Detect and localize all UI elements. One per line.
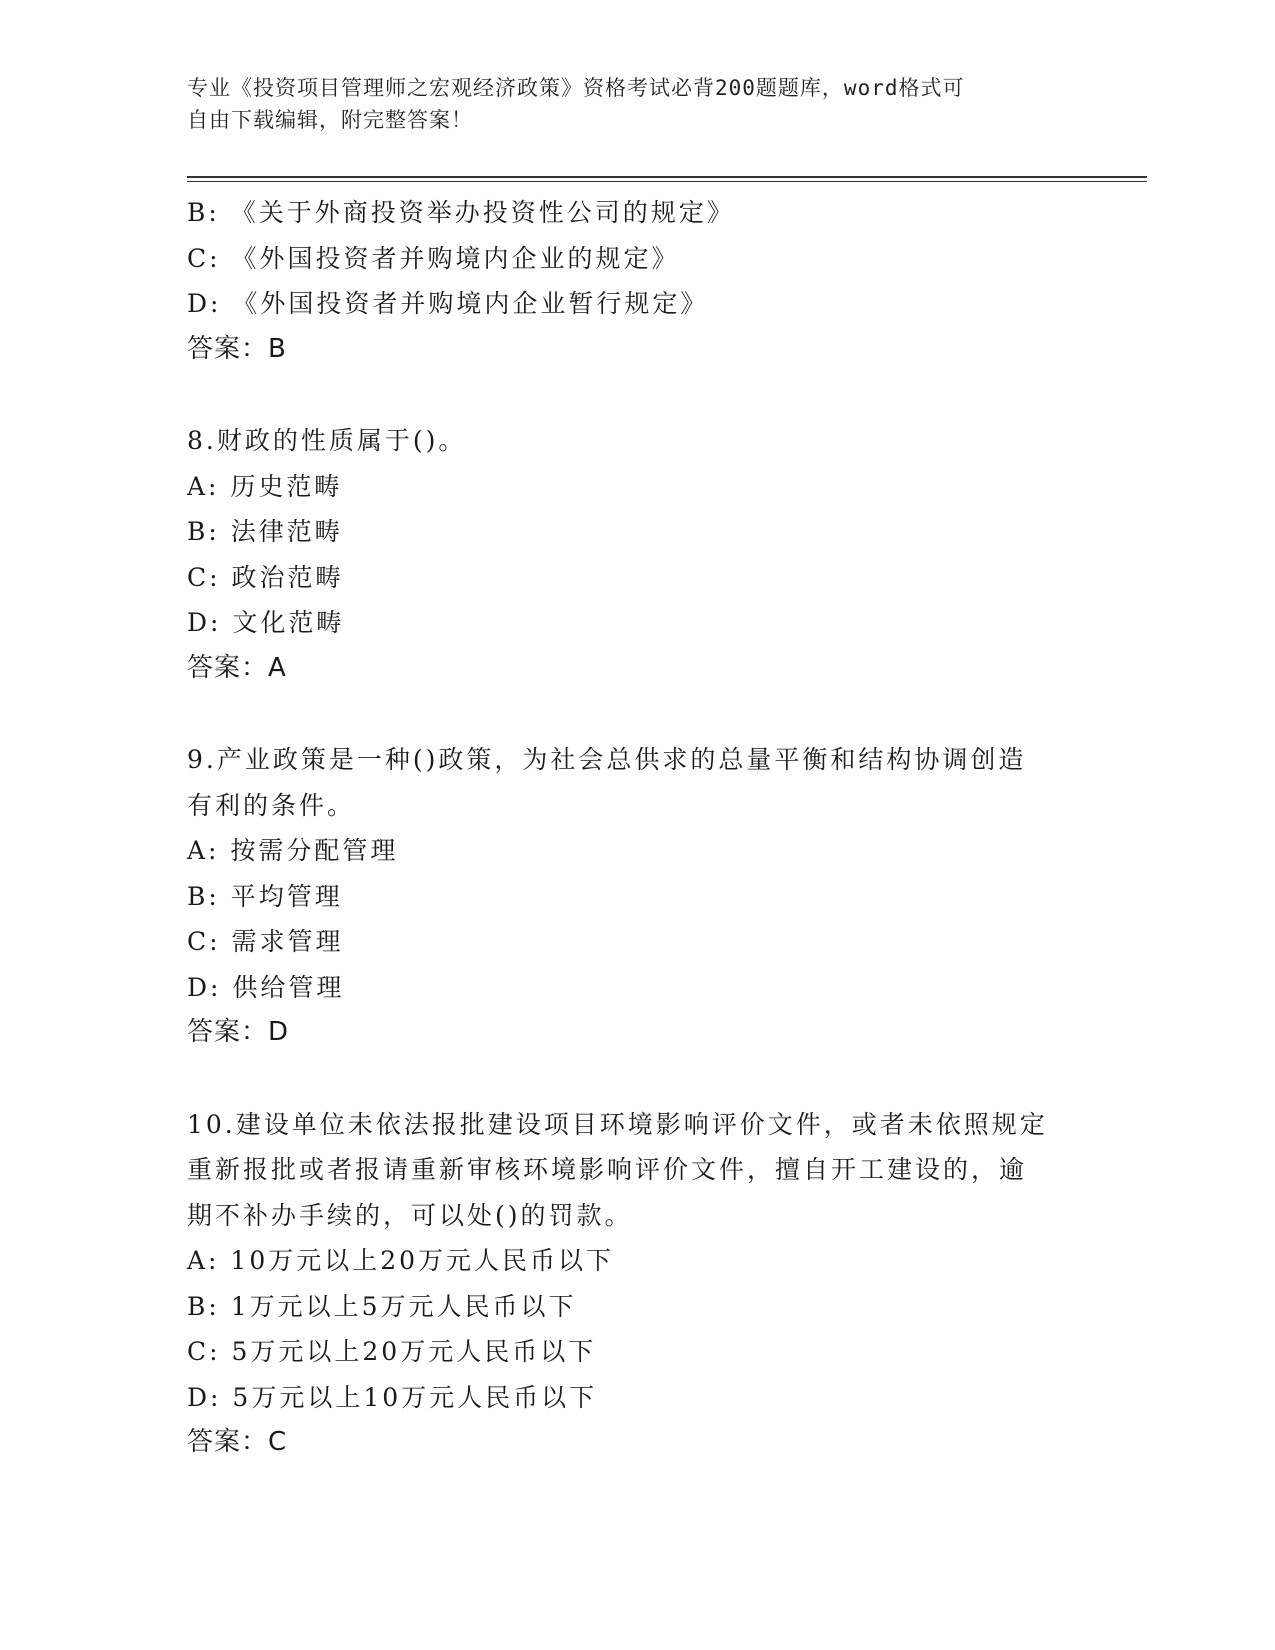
answer: 答案：B [187, 333, 287, 364]
option-b: B: 1万元以上5万元人民币以下 [187, 1291, 577, 1321]
header-divider [187, 176, 1147, 182]
answer: 答案：D [187, 1017, 290, 1047]
header-title-line-2: 自由下载编辑，附完整答案！ [187, 108, 473, 132]
document-header [187, 72, 1067, 136]
question-stem-line-1: 9.产业政策是一种()政策，为社会总供求的总量平衡和结构协调创造 [187, 745, 1027, 774]
option-b: B: 法律范畴 [187, 517, 343, 546]
option-d: D: 5万元以上10万元人民币以下 [187, 1382, 598, 1412]
option-d: D: 文化范畴 [187, 608, 345, 637]
option-c: C: 需求管理 [187, 927, 344, 956]
question-8 [187, 418, 1067, 691]
question-9 [187, 737, 1067, 1056]
option-a: A: 10万元以上20万元人民币以下 [187, 1246, 615, 1275]
question-stem-line-2: 重新报批或者报请重新审核环境影响评价文件，擅自开工建设的，逾 [187, 1155, 1028, 1184]
question-stem-line-3: 期不补办手续的，可以处()的罚款。 [187, 1200, 633, 1230]
option-a: A: 历史范畴 [187, 471, 343, 501]
option-b: B: 《关于外商投资举办投资性公司的规定》 [187, 198, 735, 227]
answer: 答案：C [187, 1427, 288, 1457]
document-page [187, 0, 1147, 1650]
option-d: D: 《外国投资者并购境内企业暂行规定》 [187, 289, 709, 318]
question-stem-line-2: 有利的条件。 [187, 790, 356, 820]
question-7 [187, 190, 1067, 372]
option-c: C: 5万元以上20万元人民币以下 [187, 1337, 597, 1366]
question-stem: 8.财政的性质属于()。 [187, 426, 467, 455]
option-b: B: 平均管理 [187, 881, 343, 911]
option-c: C: 政治范畴 [187, 562, 344, 592]
question-10 [187, 1102, 1067, 1466]
spacer [187, 691, 1067, 737]
option-d: D: 供给管理 [187, 972, 345, 1002]
option-c: C: 《外国投资者并购境内企业的规定》 [187, 243, 680, 273]
question-list [187, 190, 1067, 1466]
spacer [187, 372, 1067, 418]
option-a: A: 按需分配管理 [187, 836, 399, 865]
spacer [187, 1056, 1067, 1102]
header-title-line-1: 专业《投资项目管理师之宏观经济政策》资格考试必背200题题库，word格式可 [187, 76, 965, 100]
question-stem-line-1: 10.建设单位未依法报批建设项目环境影响评价文件，或者未依照规定 [187, 1109, 1048, 1139]
answer: 答案：A [187, 652, 287, 683]
